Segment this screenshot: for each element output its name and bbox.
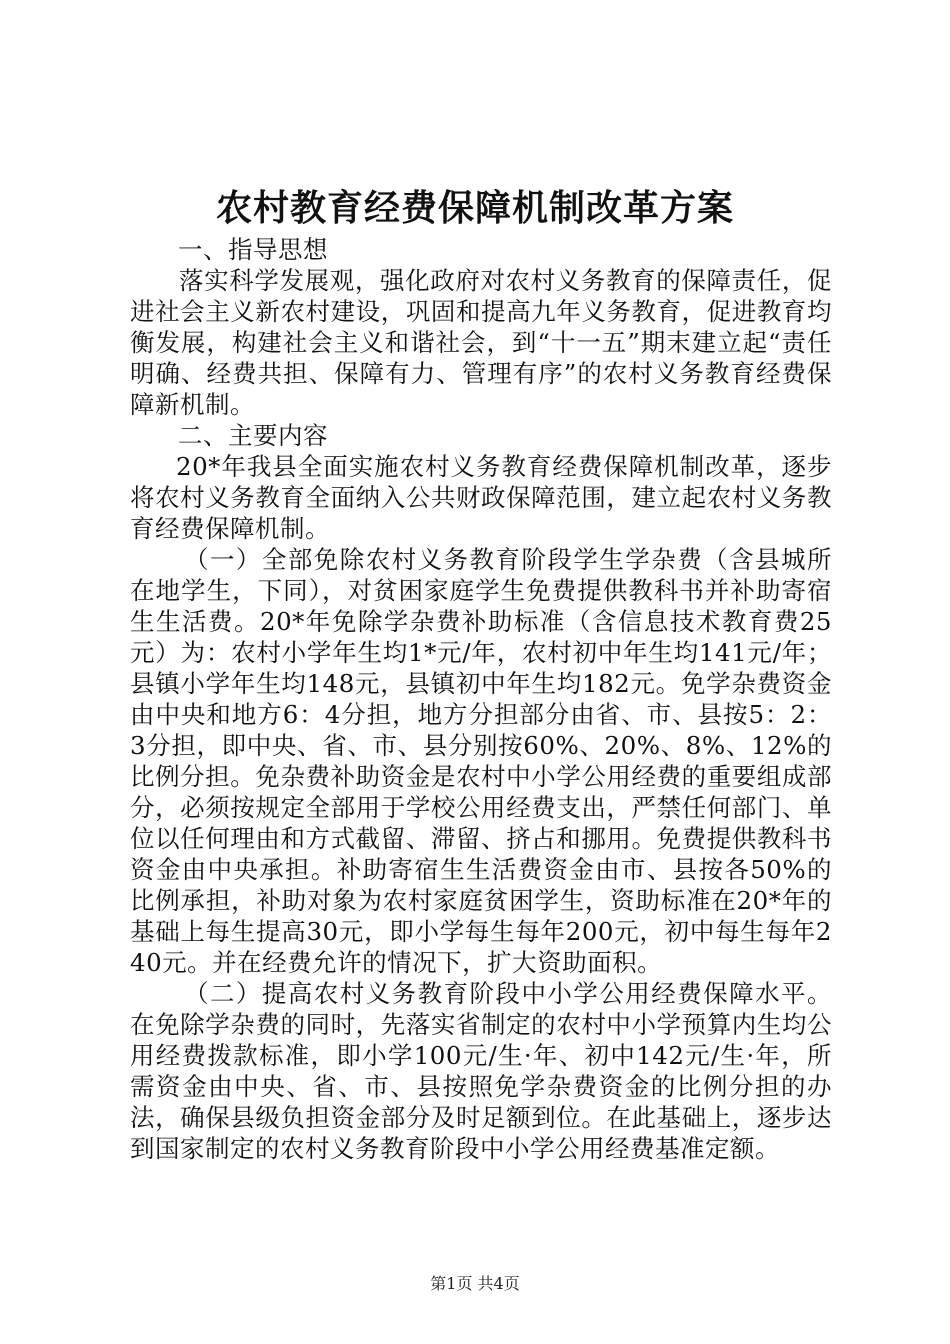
document-body — [130, 234, 832, 1164]
paragraph-item-two: （二）提高农村义务教育阶段中小学公用经费保障水平。在免除学杂费的同时，先落实省制定的农村中小学预算内生均公用经费拨款标准，即小学100元/生·年、初中142元/生·年，所需资金由中央、省、市、县按照免学杂费资金的比例分担的办法，确保县级负担资金部分及时足额到位。在此基础上，逐步达到国家制定的农村义务教育阶段中小学公用经费基准定额。 — [130, 979, 832, 1163]
section-heading-main-content: 二、主要内容 — [178, 421, 328, 450]
page-number-footer: 第1页 共4页 — [430, 1274, 520, 1293]
paragraph-guiding-thought: 落实科学发展观，强化政府对农村义务教育的保障责任，促进社会主义新农村建设，巩固和提高九年义务教育，促进教育均衡发展，构建社会主义和谐社会，到“十一五”期末建立起“责任明确、经费共担、保障有力、管理有序”的农村义务教育经费保障新机制。 — [130, 266, 832, 419]
paragraph-item-one: （一）全部免除农村义务教育阶段学生学杂费（含县城所在地学生，下同），对贫困家庭学生免费提供教科书并补助寄宿生生活费。20*年免除学杂费补助标准（含信息技术教育费25元）为：农村小学年生均1*元/年，农村初中年生均141元/年；县镇小学年生均148元，县镇初中年生均182元。免学杂费资金由中央和地方6：4分担，地方分担部分由省、市、县按5：2：3分担，即中央、省、市、县分别按60%、20%、8%、12%的比例分担。免杂费补助资金是农村中小学公用经费的重要组成部分，必须按规定全部用于学校公用经费支出，严禁任何部门、单位以任何理由和方式截留、滞留、挤占和挪用。免费提供教科书资金由中央承担。补助寄宿生生活费资金由市、县按各50%的比例承担，补助对象为农村家庭贫困学生，资助标准在20*年的基础上每生提高30元，即小学每生每年200元，初中每生每年240元。并在经费允许的情况下，扩大资助面积。 — [130, 545, 832, 977]
paragraph-main-content-intro: 20*年我县全面实施农村义务教育经费保障机制改革，逐步将农村义务教育全面纳入公共财政保障范围，建立起农村义务教育经费保障机制。 — [130, 452, 832, 543]
section-heading-guiding-thought: 一、指导思想 — [178, 235, 328, 264]
document-title: 农村教育经费保障机制改革方案 — [215, 187, 734, 229]
